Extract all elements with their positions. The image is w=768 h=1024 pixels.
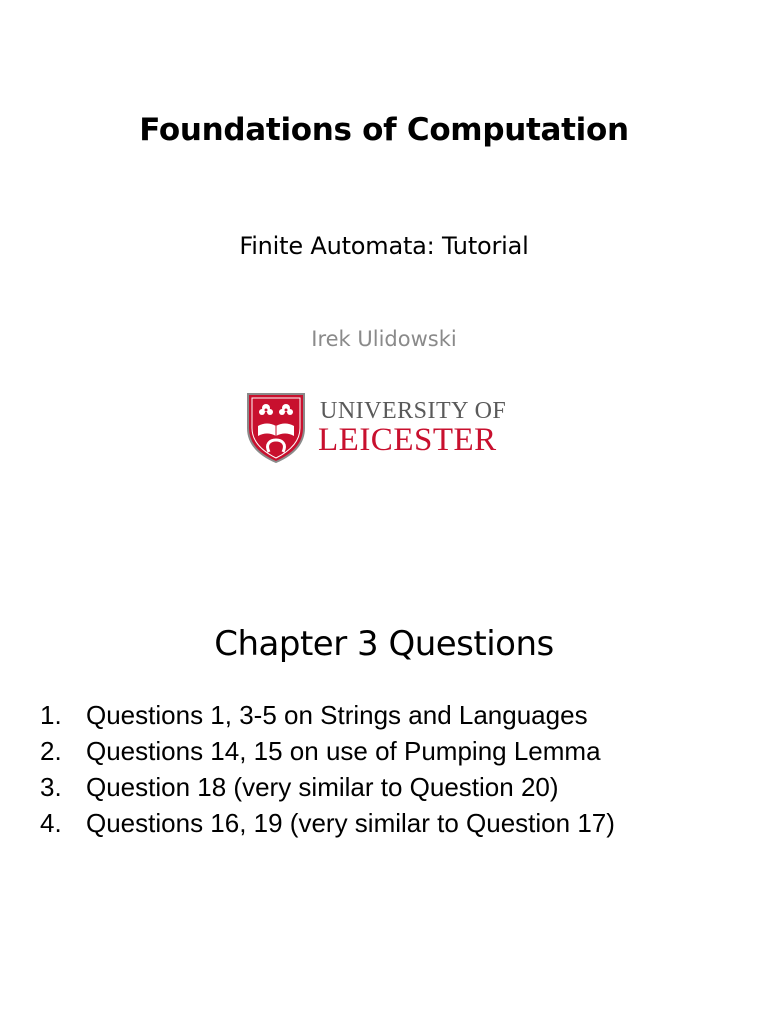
- chapter-heading: Chapter 3 Questions: [214, 624, 554, 664]
- logo-university-of: UNIVERSITY OF: [320, 398, 507, 424]
- university-logo: [246, 392, 526, 468]
- item-text: Question 18 (very similar to Question 20): [86, 772, 559, 802]
- item-text: Questions 14, 15 on use of Pumping Lemma: [86, 736, 601, 766]
- slide-subtitle: Finite Automata: Tutorial: [239, 232, 529, 260]
- item-text: Questions 1, 3-5 on Strings and Languages: [86, 700, 588, 730]
- author-name: Irek Ulidowski: [311, 327, 457, 351]
- list-item: [40, 733, 615, 769]
- questions-slide: [0, 576, 768, 1024]
- item-number: 4.: [40, 808, 62, 838]
- item-number: 3.: [40, 772, 62, 802]
- item-number: 1.: [40, 700, 62, 730]
- list-item: [40, 769, 615, 805]
- university-crest-icon: [246, 392, 306, 464]
- item-text: Questions 16, 19 (very similar to Question 17): [86, 808, 615, 838]
- slide-title: Foundations of Computation: [139, 112, 629, 148]
- question-list: [40, 697, 615, 841]
- item-number: 2.: [40, 736, 62, 766]
- list-item: [40, 697, 615, 733]
- list-item: [40, 805, 615, 841]
- logo-leicester: LEICESTER: [318, 422, 497, 458]
